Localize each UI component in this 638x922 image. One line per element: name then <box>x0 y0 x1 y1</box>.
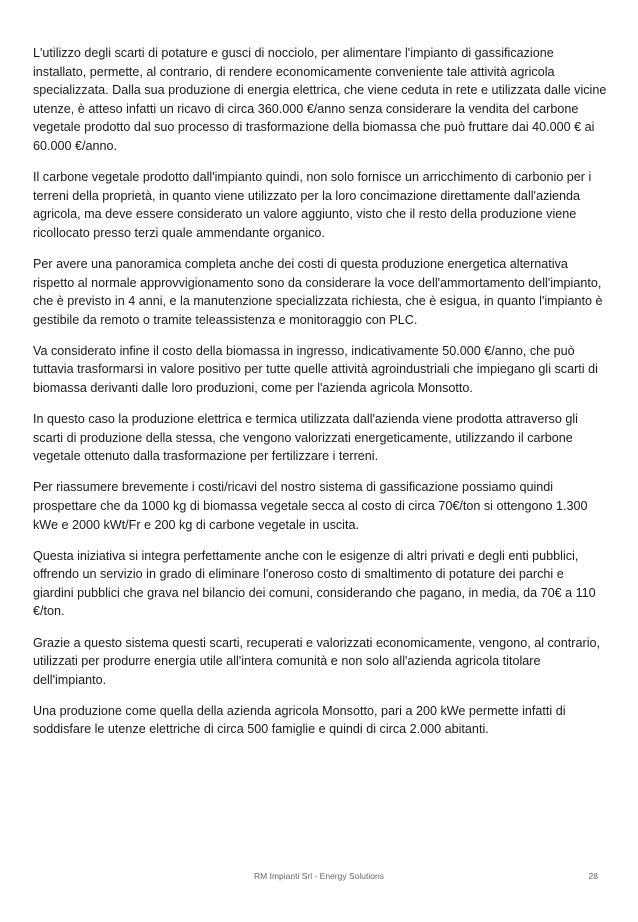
footer-company: RM Impianti Srl - Energy Solutions <box>254 871 384 881</box>
paragraph: Grazie a questo sistema questi scarti, recuperati e valorizzati economicamente, vengono, al contrario, utilizzati per produrre energia utile all'intera comunità e non solo all'azienda agricola titolare dell'impianto. <box>33 635 600 687</box>
paragraph: L'utilizzo degli scarti di potature e gusci di nocciolo, per alimentare l'impianto di gassificazione installato, permette, al contrario, di rendere economicamente conveniente tale attività agricola specializzata. Dalla sua produzione di energia elettrica, che viene ceduta in rete e utilizzata dalle vicine utenze, è atteso infatti un ricavo di circa 360.000 €/anno senza considerare la vendita del carbone vegetale prodotto dal suo processo di trasformazione della biomassa che può fruttare dai 40.000 € ai 60.000 €/anno. <box>33 46 607 153</box>
paragraph: Va considerato infine il costo della biomassa in ingresso, indicativamente 50.000 €/anno, che può tuttavia trasformarsi in valore positivo per tutte quelle attività agroindustriali che impiegano gli scarti di biomassa derivanti dalle loro produzioni, come per l'azienda agricola Monsotto. <box>33 343 598 395</box>
body-text <box>33 44 607 752</box>
paragraph: Una produzione come quella della azienda agricola Monsotto, pari a 200 kWe permette infatti di soddisfare le utenze elettriche di circa 500 famiglie e quindi di circa 2.000 abitanti. <box>33 703 566 737</box>
page-number: 28 <box>588 871 598 881</box>
page-footer <box>0 871 638 885</box>
paragraph: Questa iniziativa si integra perfettamente anche con le esigenze di altri privati e degli enti pubblici, offrendo un servizio in grado di eliminare l'oneroso costo di smaltimento di potature dei parchi e giardini pubblici che grava nel bilancio dei comuni, considerando che pagano, in media, da 70€ a 110 €/ton. <box>33 548 596 619</box>
paragraph: Per riassumere brevemente i costi/ricavi del nostro sistema di gassificazione possiamo quindi prospettare che da 1000 kg di biomassa vegetale secca al costo di circa 70€/ton si ottengono 1.300 kWe e 2000 kWt/Fr e 200 kg di carbone vegetale in uscita. <box>33 480 588 532</box>
paragraph: Per avere una panoramica completa anche dei costi di questa produzione energetica alternativa rispetto al normale approvvigionamento sono da considerare la voce dell'ammortamento dell'impianto, che è previsto in 4 anni, e la manutenzione specializzata richiesta, che è esigua, in quanto l'impianto è gestibile da remoto o tramite teleassistenza e monitoraggio con PLC. <box>33 256 603 327</box>
paragraph: Il carbone vegetale prodotto dall'impianto quindi, non solo fornisce un arricchimento di carbonio per i terreni della proprietà, in quanto viene utilizzato per la loro concimazione direttamente dall'azienda agricola, ma deve essere considerato un valore aggiunto, visto che il resto della produzione viene ricollocato presso terzi quale ammendante organico. <box>33 170 592 240</box>
paragraph: In questo caso la produzione elettrica e termica utilizzata dall'azienda viene prodotta attraverso gli scarti di produzione della stessa, che vengono valorizzati energeticamente, utilizzando il carbone vegetale ottenuto dalla trasformazione per fertilizzare i terreni. <box>33 412 578 464</box>
